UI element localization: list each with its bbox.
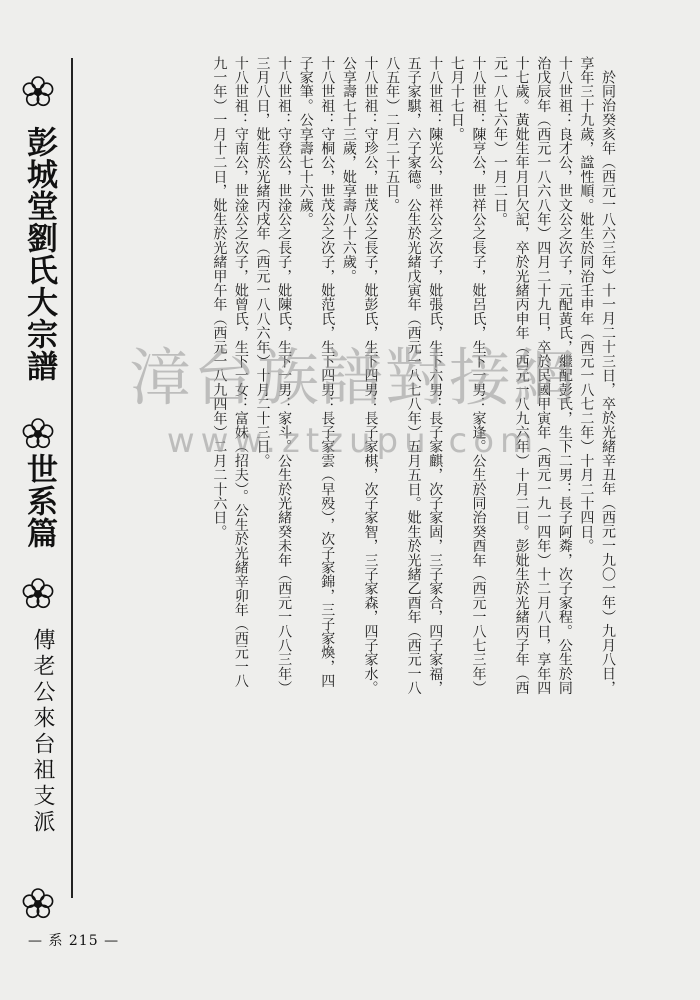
page-number: — 系 215 — bbox=[28, 933, 120, 949]
watermark-title: 漳台族譜對接網 bbox=[128, 341, 577, 414]
paragraph: 十八世祖：守南公，世淦公之次子，妣曾氏，生下一女：富妹（招夫）。公生於光緒辛卯年（西元一八九一年）一月十二日，妣生於光緒甲午年（西元一八九四年）二月二十六日。 bbox=[211, 56, 249, 688]
paragraph: 十八世祖：守桐公，世茂公之次子，妣范氏，生下四男：長子家雲（早殁），次子家錦，三子家煥，四子家筆。公享壽七十六歲。 bbox=[297, 56, 336, 688]
plum-blossom-icon bbox=[18, 72, 58, 112]
plum-blossom-icon bbox=[18, 414, 58, 454]
margin-rule bbox=[71, 58, 73, 898]
watermark-url: www.ztzupu.com bbox=[166, 421, 540, 461]
branch-title: 傳老公來台祖支派 bbox=[30, 628, 55, 836]
section-title: 世系篇 bbox=[21, 453, 57, 549]
paragraph: 十八世祖：陳亨公，世祥公之長子，妣呂氏，生下一男：家逢。公生於同治癸酉年（西元一八七三年）七月十七日。 bbox=[448, 56, 487, 695]
paragraph: 十八世祖：良才公，世文公之次子，元配黃氏，繼配彭氏，生下二男：長子阿粦，次子家程。公生於同治戊辰年（西元一八六八年）四月二十九日，卒於民國甲寅年（西元一九一四年）十二月八日，享年四十七歲。黃妣生年月日欠記，卒於光緒丙申年（西元一八九六年）十月二日。彭妣生於光緒丙子年（西元一八七六年）一月二日。 bbox=[492, 56, 573, 695]
plum-blossom-icon bbox=[18, 574, 58, 614]
book-title: 彭城堂劉氏大宗譜 bbox=[21, 126, 57, 382]
paragraph: 於同治癸亥年（西元一八六三年）十一月二十三日，卒於光緒辛丑年（西元一九〇一年）九月八日，享年三十九歲，諡性順。妣生於同治壬申年（西元一八七二年）十月二十四日。 bbox=[578, 56, 616, 695]
genealogy-text bbox=[208, 56, 618, 696]
plum-blossom-icon bbox=[18, 884, 58, 924]
paragraph: 十八世祖：守登公，世淦公之長子，妣陳氏，生下一男：家斗。公生於光緒癸未年（西元一八八三年）三月八日，妣生於光緒丙戌年（西元一八八六年）十月二十三日。 bbox=[254, 56, 293, 695]
paragraph: 十八世祖：陳光公，世祥公之次子，妣張氏，生下六男：長子家麒，次子家固，三子家合，四子家福，五子家騏，六子家德。公生於光緒戊寅年（西元一八七八年）五月五日。妣生於光緒乙酉年（西元一八八五年）二月二十五日。 bbox=[384, 56, 444, 695]
paragraph: 十八世祖：守珍公，世茂公之長子，妣彭氏，生下四男：長子家棋，次子家智，三子家森，四子家水。公享壽七十三歲，妣享壽八十六歲。 bbox=[340, 56, 379, 695]
